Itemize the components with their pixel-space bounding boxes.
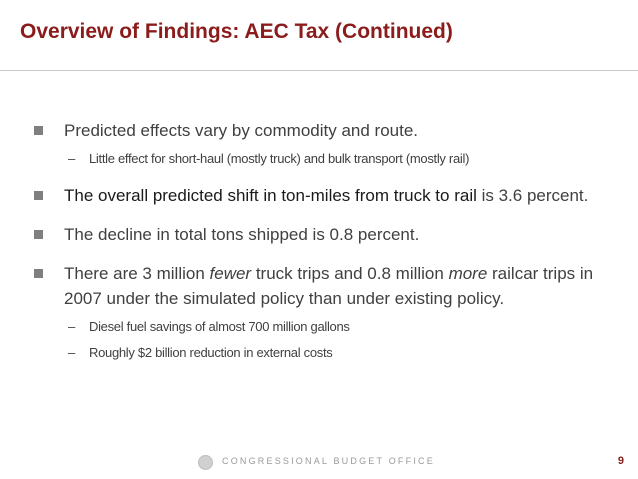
- sub-bullet-item: [34, 149, 624, 169]
- bullet-text: Predicted effects vary by commodity and route.: [64, 121, 419, 140]
- square-bullet-icon: [34, 126, 43, 135]
- bullet-text: is 3.6 percent.: [476, 186, 589, 205]
- square-bullet-icon: [34, 269, 43, 278]
- footer-org-name: CONGRESSIONAL BUDGET OFFICE: [222, 456, 435, 466]
- page-number: 9: [617, 455, 624, 467]
- dash-bullet-icon: –: [68, 151, 75, 166]
- bullet-text: There are 3 million: [64, 264, 210, 283]
- bullet-item: [34, 222, 624, 247]
- sub-bullet-text: Diesel fuel savings of almost 700 million gallons: [89, 319, 350, 334]
- bullet-text: truck trips and 0.8 million: [251, 264, 449, 283]
- footer: [0, 455, 638, 471]
- bullet-item: [34, 261, 624, 311]
- title-divider: [0, 70, 638, 71]
- bullet-emphasis: more: [448, 264, 488, 283]
- bullet-item: [34, 183, 624, 208]
- bullet-text: railcar trips in 2007 under the simulated policy than under existing policy.: [64, 264, 594, 308]
- sub-bullet-text: Roughly $2 billion reduction in external costs: [89, 345, 333, 360]
- square-bullet-icon: [34, 191, 43, 200]
- slide-title: Overview of Findings: AEC Tax (Continued): [20, 20, 453, 43]
- cbo-logo-icon: [198, 455, 213, 470]
- bullet-emphasis: fewer: [209, 264, 252, 283]
- bullet-text-highlight: The overall predicted shift in ton-miles from truck to rail: [64, 186, 477, 205]
- sub-bullet-text: Little effect for short-haul (mostly truck) and bulk transport (mostly rail): [89, 151, 470, 166]
- sub-bullet-item: [34, 343, 624, 363]
- sub-bullet-item: [34, 317, 624, 337]
- bullet-list: [34, 118, 624, 363]
- bullet-text: The decline in total tons shipped is 0.8 percent.: [64, 225, 420, 244]
- dash-bullet-icon: –: [68, 319, 75, 334]
- square-bullet-icon: [34, 230, 43, 239]
- bullet-item: [34, 118, 624, 143]
- dash-bullet-icon: –: [68, 345, 75, 360]
